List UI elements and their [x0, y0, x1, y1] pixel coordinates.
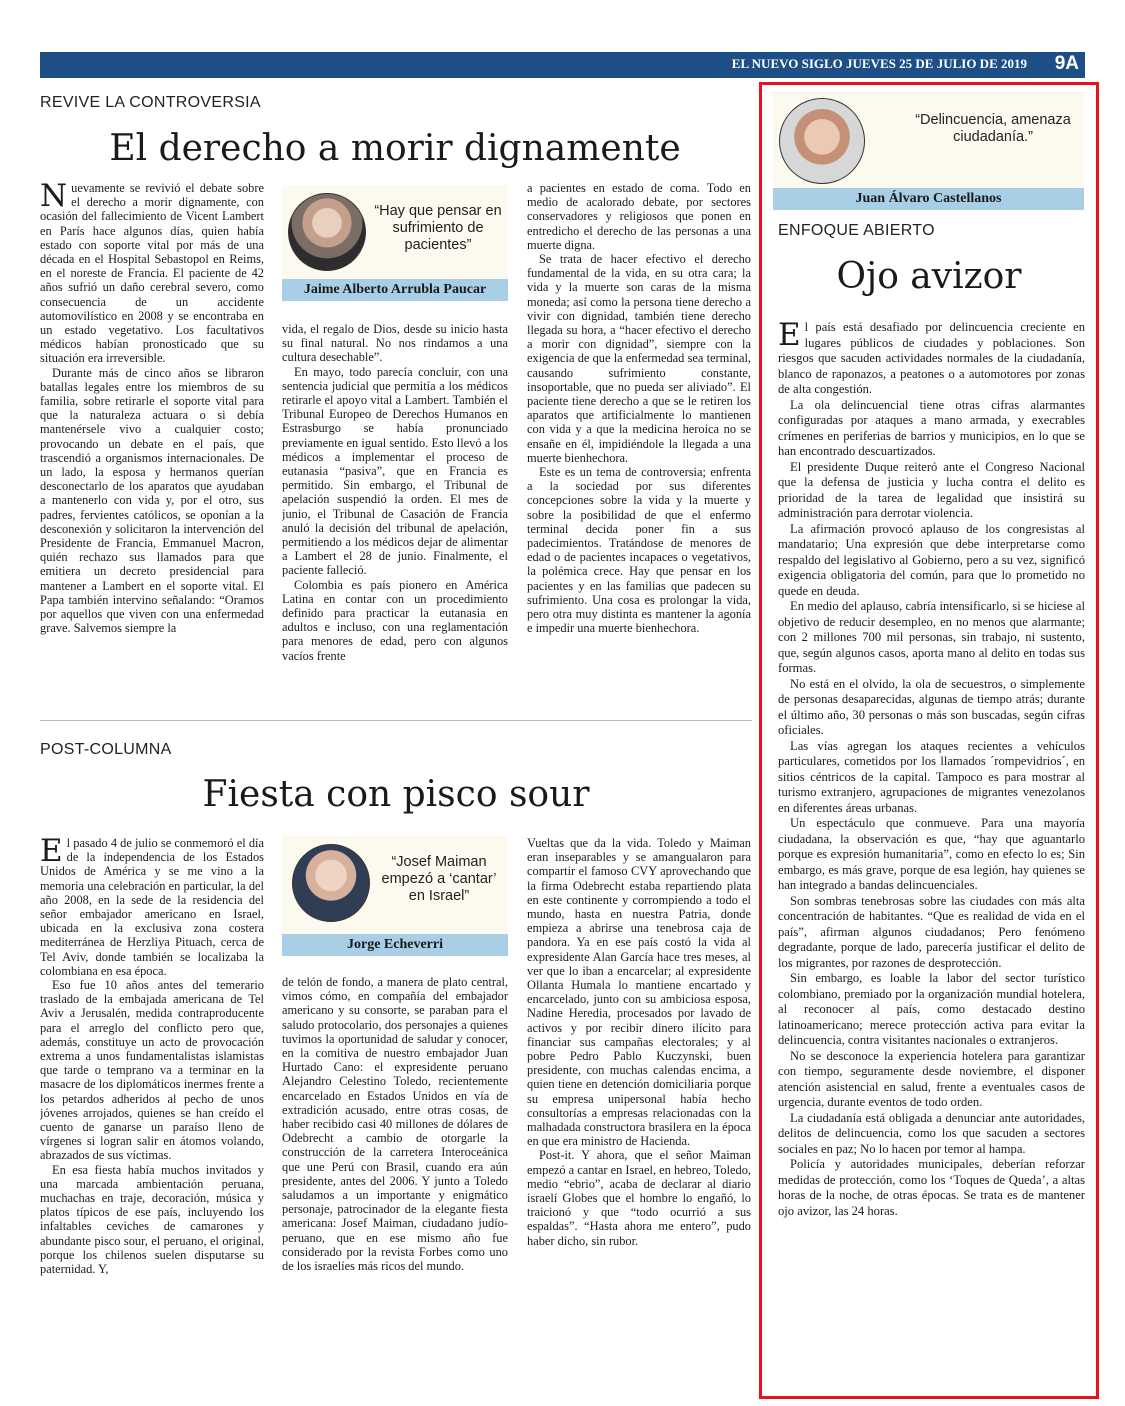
paragraph: de telón de fondo, a manera de plato central, vimos cómo, en compañía del embajador americano y su consorte, se paraban para el saludo protocolario, dos personajes a quienes tuvimos la oportunidad de saludar y conocer, en la comitiva de nuestro embajador Juan Hurtado Cano: el expresidente peruano Alejandro Celestino Toledo, recientemente encarcelado en Estados Unidos en vía de extradición acusado, entre otras cosas, de haber recibido casi 40 millones de dólares de Odebrecht a cambio de otorgarle la construcción de la carretera Interoceánica que une Perú con Brasil, cuando era aún presidente, antes del 2006. Y junto a Toledo saludamos a un importante y enigmático personaje, patrocinador de la elegante fiesta americana: Josef Maiman, ciudadano judío-peruano, que en ese mismo año fue considerado por la revista Forbes como uno de los israelíes más ricos del mundo. — [282, 975, 508, 1274]
paragraph: Colombia es país pionero en América Latina en contar con un procedimiento definido para practicar la eutanasia en adultos e incluso, con una reglamentación para menores de edad, pero con algunos vacíos frente — [282, 577, 508, 663]
drop-cap: E — [40, 836, 63, 869]
paragraph: El pasado 4 de julio se conmemoró el día de la independencia de los Estados Unidos de América y se me vino a la memoria una celebración en particular, la del año 2008, en la sede de la residencia del señor embajador americano en Israel, ubicada en la exclusiva zona costera mediterránea de Herzliya Pituach, cerca de Tel Aviv, donde también se localizaba la colombiana en esa época. — [40, 836, 264, 978]
masthead-date: EL NUEVO SIGLO JUEVES 25 DE JULIO DE 2019 — [731, 56, 1027, 71]
paragraph: Se trata de hacer efectivo el derecho fundamental de la vida, en su otra cara; la vida y la muerte son caras de la misma moneda; así como la persona tiene derecho a vivir con dignidad, también tiene derecho llegada su hora, a “hacer efectivo el derecho a morir con dignidad”, siempre con la exigencia de que la enfermedad sea terminal, causando sufrimiento constante, insoportable, que no pueda ser aliviado”. El paciente tiene derecho a que se le retiren los aparatos que artificialmente lo mantienen con vida y a que la medicina heroica no se ensañe en él, impidiéndole la llegada a una muerte bienhechora. — [527, 252, 751, 465]
author-photo — [292, 844, 370, 922]
drop-cap: N — [40, 181, 68, 214]
article3-kicker: ENFOQUE ABIERTO — [778, 222, 935, 239]
banner-right — [40, 52, 1085, 78]
article2-column-3 — [527, 836, 751, 1356]
paragraph: Policía y autoridades municipales, deberían reforzar medidas de protección, como los ‘Toques de Queda’, a altas horas de la noche, de otras épocas. Se trata es de mantener ojo avizor, las 24 horas. — [778, 1157, 1085, 1218]
article2-column-1 — [40, 836, 264, 1356]
drop-cap: E — [778, 320, 801, 353]
pullquote-text: “Josef Maiman empezó a ‘cantar’ en Israel” — [381, 854, 497, 904]
paragraph: No se desconoce la experiencia hotelera para garantizar con tiempo, seguramente desde noviembre, el disponer atención asistencial en salud, frente a eventuales casos de urgencia, durante eventos de todo orden. — [778, 1048, 1085, 1109]
paragraph: Eso fue 10 años antes del temerario traslado de la embajada americana de Tel Aviv a Jerusalén, medida contraproducente para el arreglo del conflicto pero que, además, constituye un acto de provocación extrema a unos fundamentalistas islamistas que tarde o temprano va a terminar en la masacre de los diplomáticos inermes frente a los petardos adheridos al pecho de unos jóvenes arrojados, quienes se han creído el cuento de ganarse un paraíso lleno de vírgenes si logran salir en átomos volando, abrazados de sus víctimas. — [40, 978, 264, 1163]
article1-title: El derecho a morir dignamente — [109, 128, 681, 169]
article1-kicker: REVIVE LA CONTROVERSIA — [40, 94, 261, 111]
article3-title: Ojo avizor — [836, 256, 1022, 297]
article2-column-2 — [282, 975, 508, 1356]
paragraph: Nuevamente se revivió el debate sobre el derecho a morir dignamente, con ocasión del fallecimiento de Vicent Lambert en París hace algunos días, quien había estado con soporte vital por más de una década en el Hospital Sebastopol en Reims, en el noreste de Francia. El paciente de 42 años sufrió un daño cerebral severo, como consecuencia de un accidente automovilístico en 2008 y se encontraba en un estado vegetativo. Los facultativos médicos habían pronosticado que su situación era irreversible. — [40, 181, 264, 366]
paragraph: Sin embargo, es loable la labor del sector turístico colombiano, premiado por la organización mundial hotelera, al reconocer al país, como destacado destino latinoamericano; merece protección activa para evitar la delincuencia, contra visitantes nacionales o extranjeros. — [778, 971, 1085, 1047]
paragraph: No está en el olvido, la ola de secuestros, o simplemente de personas desaparecidas, algunas de tiempo atrás; durante el último año, 30 personas o más son buscadas, según cifras oficiales. — [778, 676, 1085, 737]
paragraph: La ola delincuencial tiene otras cifras alarmantes configuradas por ataques a mano armada, y execrables crímenes en periferias de barrios y municipios, en lo que se han encontrado descuartizados. — [778, 397, 1085, 458]
article1-pullquote-box — [282, 185, 508, 301]
article1-column-1 — [40, 181, 264, 711]
article2-title: Fiesta con pisco sour — [202, 774, 590, 815]
pullquote-text: “Hay que pensar en sufrimiento de pacientes” — [374, 203, 502, 253]
paragraph: En mayo, todo parecía concluir, con una sentencia judicial que permitía a los médicos retirarle el apoyo vital a Lambert. También el Tribunal Europeo de Derechos Humanos en Estrasburgo se había pronunciado previamente en igual sentido. Esto llevó a los médicos a implementar el proceso de eutanasia “pasiva”, que en Francia es permitido. Sin embargo, el Tribunal de apelación suspendió la orden. El mes de junio, el Tribunal de Casación de Francia anuló la decisión del tribunal de apelación, permitiendo a los médicos dejar de alimentar a Lambert el 28 de junio. Finalmente, el paciente falleció. — [282, 364, 508, 578]
article1-column-3 — [527, 181, 751, 711]
article1-column-2 — [282, 322, 508, 711]
article2-pullquote-box — [282, 836, 508, 956]
paragraph: La ciudadanía está obligada a denunciar ante autoridades, delitos de delincuencia, como los que sacuden a sectores sociales en paz; No lo hacen por temor al hampa. — [778, 1110, 1085, 1156]
article2-kicker: POST-COLUMNA — [40, 741, 172, 758]
paragraph: Son sombras tenebrosas sobre las ciudades con más alta concentración de habitantes. “Que es realidad de vida en el país”, afirman algunos ciudadanos; Pero fenómeno degradante, porque de lado, parecería justificar el delito de los migrantes, por razones de desprotección. — [778, 893, 1085, 970]
paragraph: Vueltas que da la vida. Toledo y Maiman eran inseparables y se amangualaron para compartir el famoso CVY aprovechando que la firma Odebrecht estaba repartiendo plata en este continente y corrompiendo a todo el mundo, hasta en nuestra Patria, donde empieza a abrirse una tenebrosa caja de pandora. Ya en ese país costó la vida al expresidente Alan García hace tres meses, al ver que lo iban a encarcelar; al expresidente Ollanta Humala lo mantiene encartado y encarcelado, junto con su ambiciosa esposa, Nadine Heredia, procesados por lavado de activos y por recibir dinero ilícito para financiar sus campañas electorales; y al pobre Pedro Pablo Kuczynski, buen presidente, con muchas calendas encima, a quien tiene en detención domiciliaria porque su empresa unipersonal había hecho consultorías a empresas relacionadas con la malhadada constructora brasilera en la época en que era ministro de Hacienda. — [527, 836, 751, 1149]
author-name: Juan Álvaro Castellanos — [773, 188, 1084, 210]
paragraph: a pacientes en estado de coma. Todo en medio de acalorado debate, por sectores conservadores y religiosos que ponen en entredicho el derecho de las personas a una muerte digna. — [527, 181, 751, 252]
author-name: Jaime Alberto Arrubla Paucar — [282, 279, 508, 301]
author-name: Jorge Echeverri — [282, 934, 508, 956]
paragraph: Un espectáculo que conmueve. Para una mayoría ciudadana, la observación es que, “hay que aguantarlo porque es expresión humanitaria”, como en efecto lo es; Sin embargo, es más grave, porque de esa legión, hay quienes se han integrado a bandas delincuenciales. — [778, 816, 1085, 892]
paragraph: Las vías agregan los ataques recientes a vehículos particulares, cometidos por los llamados ´rompevidrios´, en sitios céntricos de la capital. Tampoco es para mostrar al turismo extranjero, agrupaciones de migrantes venezolanos en diferentes áreas urbanas. — [778, 738, 1085, 815]
paragraph: vida, el regalo de Dios, desde su inicio hasta su final natural. No nos rindamos a una cultura desechable”. — [282, 322, 508, 365]
paragraph: En esa fiesta había muchos invitados y una marcada ambientación peruana, muchachas en traje, decoración, música y platos típicos de ese país, incluyendo los infaltables ceviches de camarones y abundante pisco sour, el peruano, el original, porque los chilenos suelen disputarse su paternidad. Y, — [40, 1162, 264, 1277]
pullquote-text: “Delincuencia, amenaza ciudadanía.” — [915, 112, 1071, 145]
paragraph: Durante más de cinco años se libraron batallas legales entre los miembros de su familia, sobre retirarle el soporte vital para que la naturaleza actuara o si debía mantenérsele vivo a cualquier costo; provocando un debate en el país, que trascendió a organismos internacionales. De un lado, la esposa y hermanos querían desconectarlo de los aparatos que ayudaban a mantenerlo con vida y, por el otro, sus padres, fervientes católicos, se oponían a la desconexión y solicitaron la intervención del Presidente de Francia, Emmanuel Macron, quién rechazo sus llamados para que emitiera un decreto presidencial para mantener a Lambert en el soporte vital. El Papa también intervino señalando: “Oramos por aquellos que viven con una enfermedad grave. Salvemos siempre la — [40, 365, 264, 636]
paragraph: Este es un tema de controversia; enfrenta a la sociedad por sus diferentes concepciones sobre la vida y la muerte y sobre la posibilidad de que el enfermo terminal decida poner fin a sus padecimientos. Tratándose de menores de edad o de pacientes incapaces o vegetativos, la polémica crece. Hay que pensar en los pacientes y en las familias que padecen su sufrimiento. Una cosa es prolongar la vida, pero otra muy distinta es mantener la agonía e impedir una muerte bienhechora. — [527, 465, 751, 636]
article3-body — [778, 320, 1085, 1382]
author-photo — [288, 193, 366, 271]
paragraph: Post-it. Y ahora, que el señor Maiman empezó a cantar en Israel, en hebreo, Toledo, medio “ebrio”, acaba de declarar al diario israelí Globes que el hombre lo engañó, lo traicionó y que “todo ocurrió a sus espaldas”. “Hasta ahora me entero”, pudo haber dicho, sin rubor. — [527, 1148, 751, 1248]
paragraph: El presidente Duque reiteró ante el Congreso Nacional que la defensa de justicia y lucha contra el delito es prioridad de la tarea de legalidad que insistirá su administración para derrotar violencia. — [778, 459, 1085, 520]
divider — [40, 720, 752, 721]
paragraph: El país está desafiado por delincuencia creciente en lugares públicos de ciudades y poblaciones. Son riesgos que sacuden actividades normales de la ciudadanía, blanco de raponazos, a peatones o a automotores por zonas de alta congestión. — [778, 320, 1085, 396]
page-number: 9A — [1054, 53, 1079, 74]
author-photo — [779, 98, 865, 184]
section-name: OPINIÓN — [523, 3, 602, 22]
paragraph: En medio del aplauso, cabría intensificarlo, si se hiciese al objetivo de reducir desempleo, en no menos que alarmante; con 2 millones 700 mil personas, sin trabajo, ni sustento, que, según algunos casos, aporta mano al delito en todas sus formas. — [778, 599, 1085, 675]
article3-pullquote-box — [773, 92, 1084, 210]
paragraph: La afirmación provocó aplauso de los congresistas al mandatario; Una expresión que debe interpretarse como respaldo del legislativo al Gobierno, pero a su vez, significó exigencia obligatoria del común, para que lo prometido no quede en deuda. — [778, 521, 1085, 598]
